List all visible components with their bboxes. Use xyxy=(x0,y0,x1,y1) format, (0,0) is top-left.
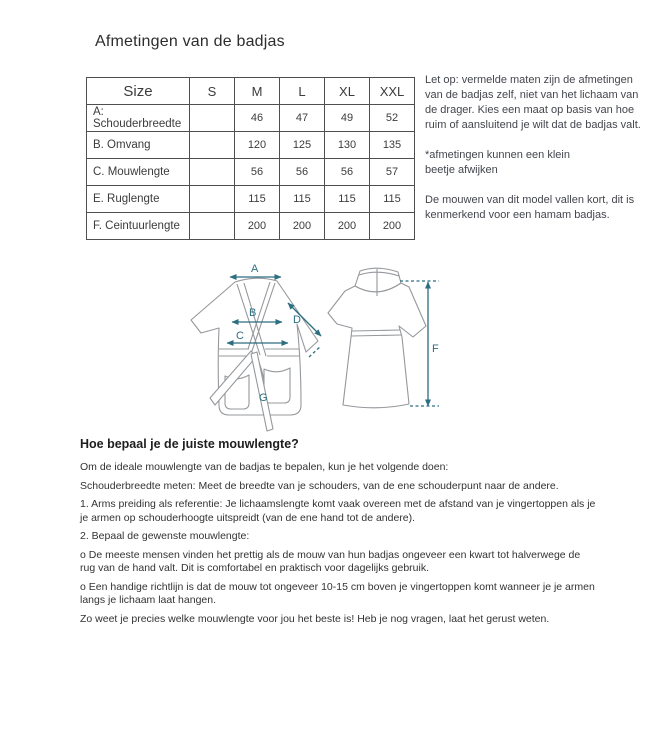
table-cell: 115 xyxy=(325,186,370,213)
table-header-xxl: XXL xyxy=(370,78,415,105)
row-label: A: Schouderbreedte xyxy=(87,105,190,132)
table-row-schouderbreedte xyxy=(87,105,415,132)
sleeve-length-guide xyxy=(80,437,598,631)
bathrobe-front-outline xyxy=(191,278,318,415)
row-label: F. Ceintuurlengte xyxy=(87,213,190,240)
bathrobe-back-diagram xyxy=(328,268,426,408)
table-cell: 200 xyxy=(370,213,415,240)
row-label: C. Mouwlengte xyxy=(87,159,190,186)
table-cell: 56 xyxy=(235,159,280,186)
row-label: E. Ruglengte xyxy=(87,186,190,213)
sleeve-note: De mouwen van dit model vallen kort, dit is kenmerkend voor een hamam badjas. xyxy=(425,194,635,221)
table-cell xyxy=(190,132,235,159)
table-cell: 130 xyxy=(325,132,370,159)
measure-label-g: G xyxy=(259,392,268,404)
table-header-size: Size xyxy=(87,78,190,105)
bathrobe-front-diagram xyxy=(191,278,318,431)
measure-label-d: D xyxy=(293,314,301,326)
bathrobe-measurement-diagram xyxy=(185,256,455,440)
measurement-note: Let op: vermelde maten zijn de afmetingen van de badjas zelf, niet van het lichaam van de drager. Kies een maat op basis van hoe ruim of aansluitend je wilt dat de badjas valt. xyxy=(425,74,641,131)
table-header-s: S xyxy=(190,78,235,105)
table-cell: 200 xyxy=(280,213,325,240)
table-header-m: M xyxy=(235,78,280,105)
table-cell: 47 xyxy=(280,105,325,132)
guide-paragraph: o De meeste mensen vinden het prettig als de mouw van hun badjas ongeveer een kwart tot halverwege de rug van de hand valt. Dit is comfortabel en praktisch voor dagelijks gebruik. xyxy=(80,548,581,574)
guide-paragraph: Om de ideale mouwlengte van de badjas te bepalen, kun je het volgende doen: xyxy=(80,461,449,473)
guide-paragraph: 1. Arms preiding als referentie: Je lichaamslengte komt vaak overeen met de afstand van je vingertoppen als je je armen op schouderhoogte uitspreidt (van de ene hand tot de andere). xyxy=(80,498,596,524)
measure-label-a: A xyxy=(251,263,259,275)
table-row-mouwlengte xyxy=(87,159,415,186)
table-cell xyxy=(190,213,235,240)
table-cell xyxy=(190,105,235,132)
table-cell: 49 xyxy=(325,105,370,132)
guide-heading: Hoe bepaal je de juiste mouwlengte? xyxy=(80,437,299,451)
guide-paragraph: Schouderbreedte meten: Meet de breedte van je schouders, van de ene schouderpunt naar de andere. xyxy=(80,479,559,492)
table-cell: 56 xyxy=(280,159,325,186)
side-note xyxy=(425,73,646,238)
measure-label-c: C xyxy=(236,330,244,342)
size-table xyxy=(86,77,415,240)
table-cell: 46 xyxy=(235,105,280,132)
guide-paragraph: 2. Bepaal de gewenste mouwlengte: xyxy=(80,530,250,542)
table-cell: 115 xyxy=(235,186,280,213)
table-cell: 200 xyxy=(325,213,370,240)
table-header-l: L xyxy=(280,78,325,105)
table-cell: 120 xyxy=(235,132,280,159)
table-header-xl: XL xyxy=(325,78,370,105)
table-cell: 52 xyxy=(370,105,415,132)
table-cell xyxy=(190,186,235,213)
table-cell xyxy=(190,159,235,186)
row-label: B. Omvang xyxy=(87,132,190,159)
guide-paragraph: o Een handige richtlijn is dat de mouw tot ongeveer 10-15 cm boven je vingertoppen komt wanneer je je armen langs je lichaam laat hangen. xyxy=(80,580,595,606)
bathrobe-back-outline xyxy=(328,283,426,408)
page-title: Afmetingen van de badjas xyxy=(95,33,285,50)
table-header-row xyxy=(87,78,415,105)
measure-label-f: F xyxy=(432,343,439,355)
measure-label-b: B xyxy=(249,307,257,319)
table-cell: 57 xyxy=(370,159,415,186)
table-cell: 56 xyxy=(325,159,370,186)
table-cell: 125 xyxy=(280,132,325,159)
table-cell: 115 xyxy=(280,186,325,213)
table-row-ceintuurlengte xyxy=(87,213,415,240)
disclaimer-line-1: *afmetingen kunnen een klein xyxy=(425,149,570,161)
deviation-disclaimer xyxy=(425,148,646,178)
table-row-ruglengte xyxy=(87,186,415,213)
table-cell: 115 xyxy=(370,186,415,213)
guide-paragraph: Zo weet je precies welke mouwlengte voor jou het beste is! Heb je nog vragen, laat het gerust weten. xyxy=(80,612,550,625)
table-row-omvang xyxy=(87,132,415,159)
pocket-right xyxy=(264,368,290,403)
disclaimer-line-2: beetje afwijken xyxy=(425,164,498,176)
table-cell: 200 xyxy=(235,213,280,240)
table-cell: 135 xyxy=(370,132,415,159)
